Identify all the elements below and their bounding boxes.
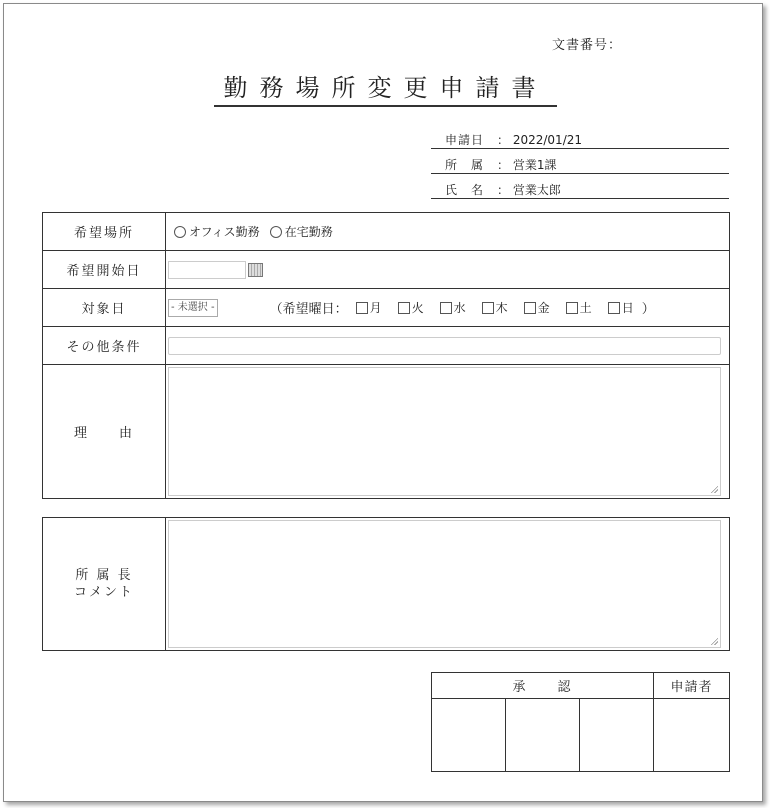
checkbox-icon[interactable] (608, 302, 620, 314)
name-value: 営業太郎 (512, 183, 561, 197)
weekday-label: 月 (369, 301, 382, 315)
separator: ： (497, 183, 510, 197)
weekday-checkbox-thu[interactable] (482, 299, 508, 316)
radio-circle-icon[interactable] (270, 226, 282, 238)
reason-row (43, 365, 729, 498)
name-label: 氏 名 (445, 183, 485, 197)
other-conditions-row (43, 327, 729, 365)
start-date-label: 希望開始日 (43, 251, 166, 288)
start-date-input[interactable] (168, 261, 246, 279)
approval-stamp-table (431, 672, 730, 772)
separator: ： (497, 158, 510, 172)
resize-handle-icon[interactable] (710, 637, 718, 645)
name-line (431, 179, 729, 199)
remote-radio[interactable] (270, 223, 333, 240)
applicant-header: 申請者 (670, 680, 713, 695)
weekday-checkbox-mon[interactable] (356, 299, 382, 316)
weekday-label: 火 (411, 301, 424, 315)
calendar-icon[interactable] (248, 263, 263, 277)
manager-comment-table (42, 517, 730, 651)
checkbox-icon[interactable] (566, 302, 578, 314)
place-label: 希望場所 (43, 213, 166, 250)
office-radio[interactable] (174, 223, 260, 240)
document-page (3, 3, 763, 802)
target-day-select[interactable]: - 未選択 - (168, 299, 218, 317)
applicant-stamp-box (654, 699, 729, 772)
weekday-label: 土 (579, 301, 592, 315)
approval-header: 承 認 (432, 673, 654, 698)
weekday-label: 金 (537, 301, 550, 315)
weekday-suffix: ） (641, 302, 655, 317)
department-label: 所 属 (445, 158, 485, 172)
manager-comment-label (43, 518, 166, 650)
manager-comment-label-line1: 所 属 長 (75, 568, 133, 583)
checkbox-icon[interactable] (398, 302, 410, 314)
application-form-table (42, 212, 730, 499)
weekday-label: 日 (621, 301, 634, 315)
other-conditions-input[interactable] (168, 337, 721, 355)
weekday-checkbox-tue[interactable] (398, 299, 424, 316)
weekday-checkbox-sun[interactable] (608, 299, 634, 316)
weekday-label: 木 (495, 301, 508, 315)
reason-textarea[interactable] (168, 367, 721, 496)
manager-comment-textarea[interactable] (168, 520, 721, 648)
checkbox-icon[interactable] (440, 302, 452, 314)
page-title: 勤務場所変更申請書 (214, 68, 557, 107)
weekday-label: 水 (453, 301, 466, 315)
reason-label: 理 由 (43, 365, 166, 498)
target-day-label: 対象日 (43, 289, 166, 326)
separator: ： (497, 133, 510, 147)
department-line (431, 154, 729, 174)
weekday-prefix: （希望曜日： (269, 302, 348, 317)
approval-stamp-box (432, 699, 506, 772)
apply-date-line (431, 129, 729, 149)
manager-comment-row (43, 518, 729, 650)
manager-comment-label-line2: コメント (73, 585, 134, 600)
approval-stamp-box (506, 699, 580, 772)
office-option-label: オフィス勤務 (189, 225, 260, 239)
checkbox-icon[interactable] (524, 302, 536, 314)
department-value: 営業1課 (512, 158, 557, 172)
resize-handle-icon[interactable] (710, 485, 718, 493)
checkbox-icon[interactable] (482, 302, 494, 314)
weekday-checkbox-sat[interactable] (566, 299, 592, 316)
apply-date-label: 申請日 (445, 133, 485, 147)
document-number-label: 文書番号： (552, 38, 623, 53)
start-date-row (43, 251, 729, 289)
apply-date-value: 2022/01/21 (512, 133, 583, 147)
approval-stamp-box (580, 699, 654, 772)
remote-option-label: 在宅勤務 (284, 225, 333, 239)
place-row (43, 213, 729, 251)
weekday-checkbox-wed[interactable] (440, 299, 466, 316)
target-day-row (43, 289, 729, 327)
weekday-checkbox-fri[interactable] (524, 299, 550, 316)
checkbox-icon[interactable] (356, 302, 368, 314)
other-conditions-label: その他条件 (43, 327, 166, 364)
radio-circle-icon[interactable] (174, 226, 186, 238)
